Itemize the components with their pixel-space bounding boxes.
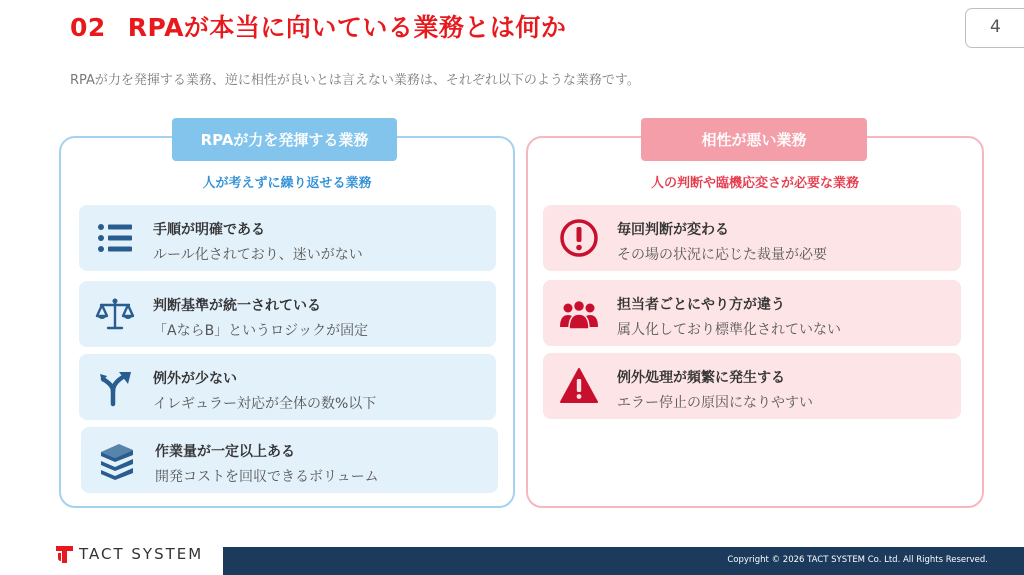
unsuitable-subtitle: 人の判断や臨機応変さが必要な業務 xyxy=(650,176,859,191)
card-title: 担当者ごとにやり方が違う xyxy=(617,297,785,313)
card-desc: ルール化されており、迷いがない xyxy=(153,247,363,263)
card-desc: エラー停止の原因になりやすい xyxy=(617,395,813,411)
logo-mark-icon xyxy=(56,546,73,563)
page-subtitle: RPAが力を発揮する業務、逆に相性が良いとは言えない業務は、それぞれ以下のような業務です。 xyxy=(70,73,640,88)
section-number: 02 xyxy=(70,13,106,42)
page-number-box xyxy=(965,8,1024,48)
exclamation-circle-icon xyxy=(559,218,599,258)
card-title: 例外処理が頻繁に発生する xyxy=(617,370,785,386)
scales-icon xyxy=(95,294,135,334)
footer-logo xyxy=(56,543,203,565)
suitable-tag: RPAが力を発揮する業務 xyxy=(172,118,397,161)
card-desc: 開発コストを回収できるボリューム xyxy=(155,469,379,485)
warning-icon xyxy=(559,366,599,406)
card-desc: 属人化しており標準化されていない xyxy=(617,322,841,338)
page-number: 4 xyxy=(990,17,1001,37)
card-title: 手順が明確である xyxy=(153,222,265,238)
card-title: 判断基準が統一されている xyxy=(153,298,321,314)
people-icon xyxy=(559,293,599,333)
card-desc: その場の状況に応じた裁量が必要 xyxy=(617,247,827,263)
card-desc: イレギュラー対応が全体の数%以下 xyxy=(153,396,377,412)
unsuitable-card xyxy=(543,205,961,271)
page-title xyxy=(70,8,566,44)
suitable-card xyxy=(79,281,496,347)
suitable-card xyxy=(79,354,496,420)
suitable-card xyxy=(81,427,498,493)
card-desc: 「AならB」というロジックが固定 xyxy=(153,323,369,339)
logo-text: TACT SYSTEM xyxy=(79,545,204,563)
card-title: 例外が少ない xyxy=(153,371,237,387)
unsuitable-card xyxy=(543,280,961,346)
card-title: 作業量が一定以上ある xyxy=(155,444,295,460)
title-text: RPAが本当に向いている業務とは何か xyxy=(127,13,567,42)
fork-arrow-icon xyxy=(95,367,135,407)
unsuitable-tag: 相性が悪い業務 xyxy=(641,118,867,161)
footer-bar xyxy=(223,547,1024,575)
copyright-text: Copyright © 2026 TACT SYSTEM Co. Ltd. All Rights Reserved. xyxy=(727,555,988,565)
unsuitable-card xyxy=(543,353,961,419)
suitable-subtitle: 人が考えずに繰り返せる業務 xyxy=(202,176,372,191)
card-title: 毎回判断が変わる xyxy=(617,222,729,238)
list-icon xyxy=(95,218,135,258)
stack-icon xyxy=(97,440,137,480)
suitable-card xyxy=(79,205,496,271)
